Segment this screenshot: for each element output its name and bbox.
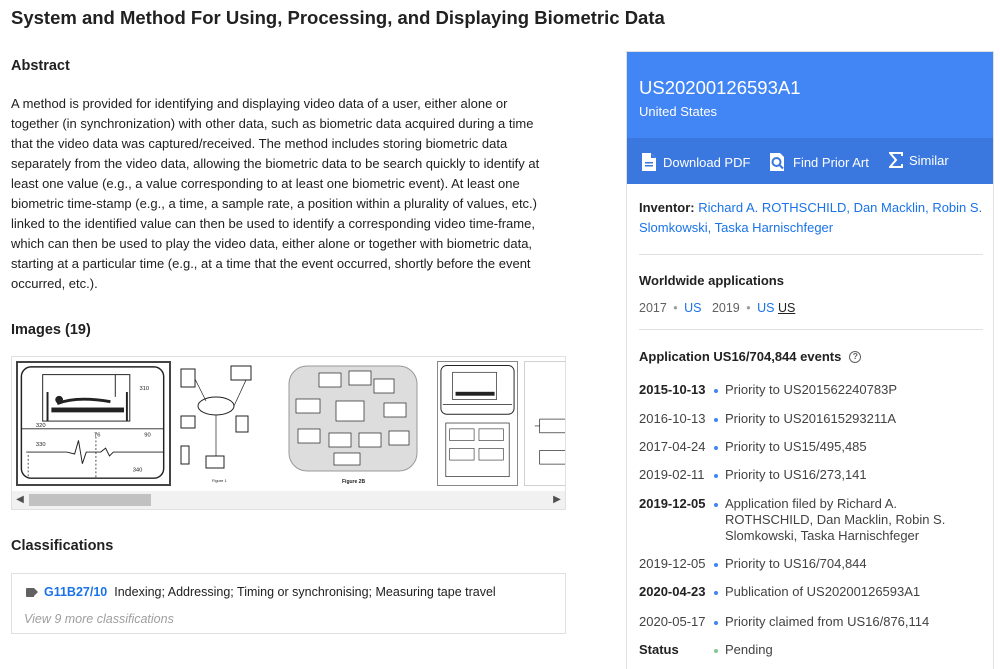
event-description: Priority to US201562240783P xyxy=(725,382,898,397)
publication-country: United States xyxy=(639,104,718,119)
status-value: Pending xyxy=(725,642,773,657)
inventor-block xyxy=(639,198,984,238)
worldwide-applications-row: 2017 • US 2019 • US US xyxy=(639,301,796,315)
similar-button[interactable] xyxy=(889,152,949,168)
abstract-line: occurred, etc.). xyxy=(11,276,98,291)
event-date: 2016-10-13 xyxy=(639,411,706,426)
worldwide-year: 2017 xyxy=(639,301,667,315)
publication-number: US20200126593A1 xyxy=(639,77,801,98)
event-dot xyxy=(714,503,718,507)
image-thumbnail-1[interactable] xyxy=(16,361,171,486)
classification-description: Indexing; Addressing; Timing or synchronising; Measuring tape travel xyxy=(114,585,496,599)
chevron-left-icon[interactable]: ◀ xyxy=(16,494,24,505)
sigma-icon xyxy=(889,152,903,168)
svg-text:Figure 1: Figure 1 xyxy=(212,478,227,483)
abstract-line: together (in synchronization) with other data, such as biometric data acquired during a time xyxy=(11,116,534,131)
worldwide-country-current[interactable]: US xyxy=(777,301,796,315)
carousel-scrollbar[interactable] xyxy=(12,491,565,509)
classification-code-link[interactable]: G11B27/10 xyxy=(44,585,108,599)
inventor-label: Inventor: xyxy=(639,200,695,215)
event-dot xyxy=(714,563,718,567)
event-date: 2019-02-11 xyxy=(639,467,705,482)
download-pdf-button[interactable] xyxy=(641,152,750,172)
patent-header xyxy=(627,52,993,138)
svg-text:310: 310 xyxy=(139,386,150,393)
event-description: Priority to US16/704,844 xyxy=(725,556,867,571)
event-date: 2019-12-05 xyxy=(639,556,706,571)
abstract-heading: Abstract xyxy=(11,58,70,74)
inventor-links[interactable]: Richard A. ROTHSCHILD, Dan Macklin, Robin S. Slomkowski, Taska Harnischfeger xyxy=(639,200,983,235)
status-dot xyxy=(714,649,718,653)
similar-label: Similar xyxy=(909,152,949,168)
event-description: Priority claimed from US16/876,114 xyxy=(725,614,930,629)
tag-icon xyxy=(26,588,38,597)
images-heading: Images (19) xyxy=(11,322,91,338)
classification-item xyxy=(26,585,496,599)
svg-text:76: 76 xyxy=(93,432,101,439)
action-bar xyxy=(627,138,993,184)
svg-text:Figure 2B: Figure 2B xyxy=(342,479,366,485)
image-thumbnail-3[interactable] xyxy=(274,361,429,486)
event-description: Priority to US15/495,485 xyxy=(725,439,867,454)
status-label: Status xyxy=(639,642,679,657)
image-carousel[interactable] xyxy=(11,356,566,510)
patent-sidebar xyxy=(626,51,994,669)
event-dot xyxy=(714,389,718,393)
image-thumbnail-4[interactable] xyxy=(437,361,518,486)
figure-4-drawing xyxy=(525,362,566,485)
abstract-line: that the video data was captured/received. The method includes storing biometric data xyxy=(11,136,508,151)
event-date: 2019-12-05 xyxy=(639,496,706,511)
event-description: Priority to US16/273,141 xyxy=(725,467,867,482)
find-prior-art-label: Find Prior Art xyxy=(793,154,869,170)
event-date: 2020-04-23 xyxy=(639,584,706,599)
svg-text:320: 320 xyxy=(35,422,46,429)
events-heading xyxy=(639,349,861,364)
classifications-box xyxy=(11,573,566,634)
event-description: Publication of US20200126593A1 xyxy=(725,584,921,599)
event-dot xyxy=(714,446,718,450)
abstract-line: separately from the video data, allowing the biometric data to be search quickly to identify at xyxy=(11,156,540,171)
svg-text:330: 330 xyxy=(35,442,46,449)
event-description: Priority to US201615293211A xyxy=(725,411,897,426)
figure-3-drawing xyxy=(438,362,517,485)
figure-2-drawing xyxy=(176,361,269,486)
help-icon[interactable]: ? xyxy=(849,351,861,363)
thumbnail-strip xyxy=(16,361,566,486)
worldwide-country-link[interactable]: US xyxy=(757,301,775,315)
divider xyxy=(639,329,983,330)
event-description: Application filed by Richard A. ROTHSCHILD, Dan Macklin, Robin S. Slomkowski, Taska Harnischfeger xyxy=(725,496,946,543)
divider xyxy=(639,254,983,255)
svg-text:90: 90 xyxy=(144,432,151,439)
abstract-line: which can then be used to play the video data, either alone or together with biometric data, xyxy=(11,236,533,251)
pdf-icon xyxy=(641,152,657,172)
event-dot xyxy=(714,474,718,478)
abstract-text xyxy=(11,94,551,294)
abstract-line: starting at a particular time (e.g., at a time that the event occurred, shortly before the event xyxy=(11,256,531,271)
event-dot xyxy=(714,621,718,625)
scrollbar-thumb[interactable] xyxy=(29,494,151,506)
svg-text:340: 340 xyxy=(132,467,143,474)
event-dot xyxy=(714,591,718,595)
chevron-right-icon[interactable]: ▶ xyxy=(553,494,561,505)
worldwide-year: 2019 xyxy=(711,301,740,315)
event-date: 2020-05-17 xyxy=(639,614,706,629)
event-dot xyxy=(714,418,718,422)
abstract-line: biometric time-stamp (e.g., a time, a sample rate, a position within a plurality of values, etc.) xyxy=(11,196,537,211)
abstract-line: linked to the identified value can then be used to identify a corresponding video time-frame, xyxy=(11,216,535,231)
page-title: System and Method For Using, Processing, and Displaying Biometric Data xyxy=(11,7,665,28)
find-prior-art-button[interactable] xyxy=(769,152,869,172)
image-thumbnail-5[interactable] xyxy=(524,361,566,486)
worldwide-country-link[interactable]: US xyxy=(684,301,702,315)
event-date: 2015-10-13 xyxy=(639,382,706,397)
download-pdf-label: Download PDF xyxy=(663,154,751,170)
view-more-classifications-link[interactable]: View 9 more classifications xyxy=(24,612,174,626)
worldwide-applications-heading: Worldwide applications xyxy=(639,273,784,288)
abstract-line: A method is provided for identifying and displaying video data of a user, either alone or xyxy=(11,96,508,111)
classifications-heading: Classifications xyxy=(11,538,114,554)
figure-2b-drawing xyxy=(274,361,429,486)
image-thumbnail-2[interactable] xyxy=(176,361,269,486)
figure-1-drawing xyxy=(18,363,169,484)
search-document-icon xyxy=(769,152,787,172)
event-date: 2017-04-24 xyxy=(639,439,706,454)
events-heading-label: Application US16/704,844 events xyxy=(639,349,842,364)
abstract-line: least one value (e.g., a value corresponding to at least one biometric event). At least one xyxy=(11,176,520,191)
